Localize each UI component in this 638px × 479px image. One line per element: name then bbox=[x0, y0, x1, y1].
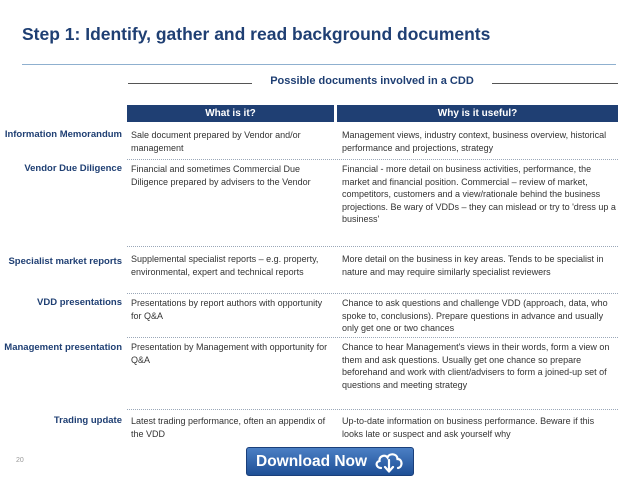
table-cell-why: Chance to ask questions and challenge VDD (approach, data, who spoke to, conclusions). Prepare questions in advance and usually only get one or two chances bbox=[342, 298, 608, 333]
title-divider bbox=[22, 64, 616, 65]
download-button-label: Download Now bbox=[256, 452, 368, 470]
row-label-vdd-presentations: VDD presentations bbox=[37, 297, 122, 308]
row-label-management-presentation: Management presentation bbox=[4, 342, 122, 353]
table-cell-why: More detail on the business in key areas. Tends to be specialist in nature and may require similarly specialist reviewers bbox=[342, 254, 604, 277]
cloud-download-icon bbox=[374, 451, 404, 473]
table-cell-what: Presentation by Management with opportunity for Q&A bbox=[131, 342, 328, 365]
row-separator bbox=[127, 337, 618, 338]
table-cell-why: Chance to hear Management's views in their words, form a view on them and ask questions. Usually get one chance so prepare beforehand and work with client/advisers to form a joined-up set of questions and meeting strategy bbox=[342, 342, 610, 390]
row-label-specialist-market-reports: Specialist market reports bbox=[8, 256, 122, 267]
row-label-trading-update: Trading update bbox=[53, 415, 122, 426]
row-label-vendor-due-diligence: Vendor Due Diligence bbox=[24, 163, 122, 174]
table-cell-what: Presentations by report authors with opportunity for Q&A bbox=[131, 298, 323, 321]
subheading-rule-right bbox=[490, 83, 618, 84]
column-header-what: What is it? bbox=[127, 105, 334, 122]
table-cell-what: Financial and sometimes Commercial Due Diligence prepared by advisers to the Vendor bbox=[131, 164, 311, 187]
row-separator bbox=[127, 159, 618, 160]
table-cell-why: Up-to-date information on business performance. Beware if this looks late or suspect and ask yourself why bbox=[342, 416, 595, 439]
row-separator bbox=[127, 409, 618, 410]
page-number: 20 bbox=[16, 457, 24, 464]
subheading-rule-left bbox=[128, 83, 254, 84]
table-cell-why: Management views, industry context, business overview, historical performance and projections, strategy bbox=[342, 130, 607, 153]
table-cell-what: Supplemental specialist reports – e.g. property, environmental, expert and technical reports bbox=[131, 254, 319, 277]
table-subheading: Possible documents involved in a CDD bbox=[252, 75, 492, 87]
row-label-information-memorandum: Information Memorandum bbox=[4, 129, 122, 140]
table-cell-why: Financial - more detail on business activities, performance, the market and financial position. Commercial – review of market, competitors, customers and a view/rationale behind the business projections. Be wary of VDDs – they can mislead or try to 'dress up a business' bbox=[342, 164, 616, 224]
page-title: Step 1: Identify, gather and read background documents bbox=[22, 24, 491, 44]
row-separator bbox=[127, 293, 618, 294]
download-now-button[interactable] bbox=[246, 447, 414, 476]
column-header-why: Why is it useful? bbox=[337, 105, 618, 122]
row-separator bbox=[127, 246, 618, 247]
table-cell-what: Sale document prepared by Vendor and/or management bbox=[131, 130, 301, 153]
table-cell-what: Latest trading performance, often an appendix of the VDD bbox=[131, 416, 326, 439]
